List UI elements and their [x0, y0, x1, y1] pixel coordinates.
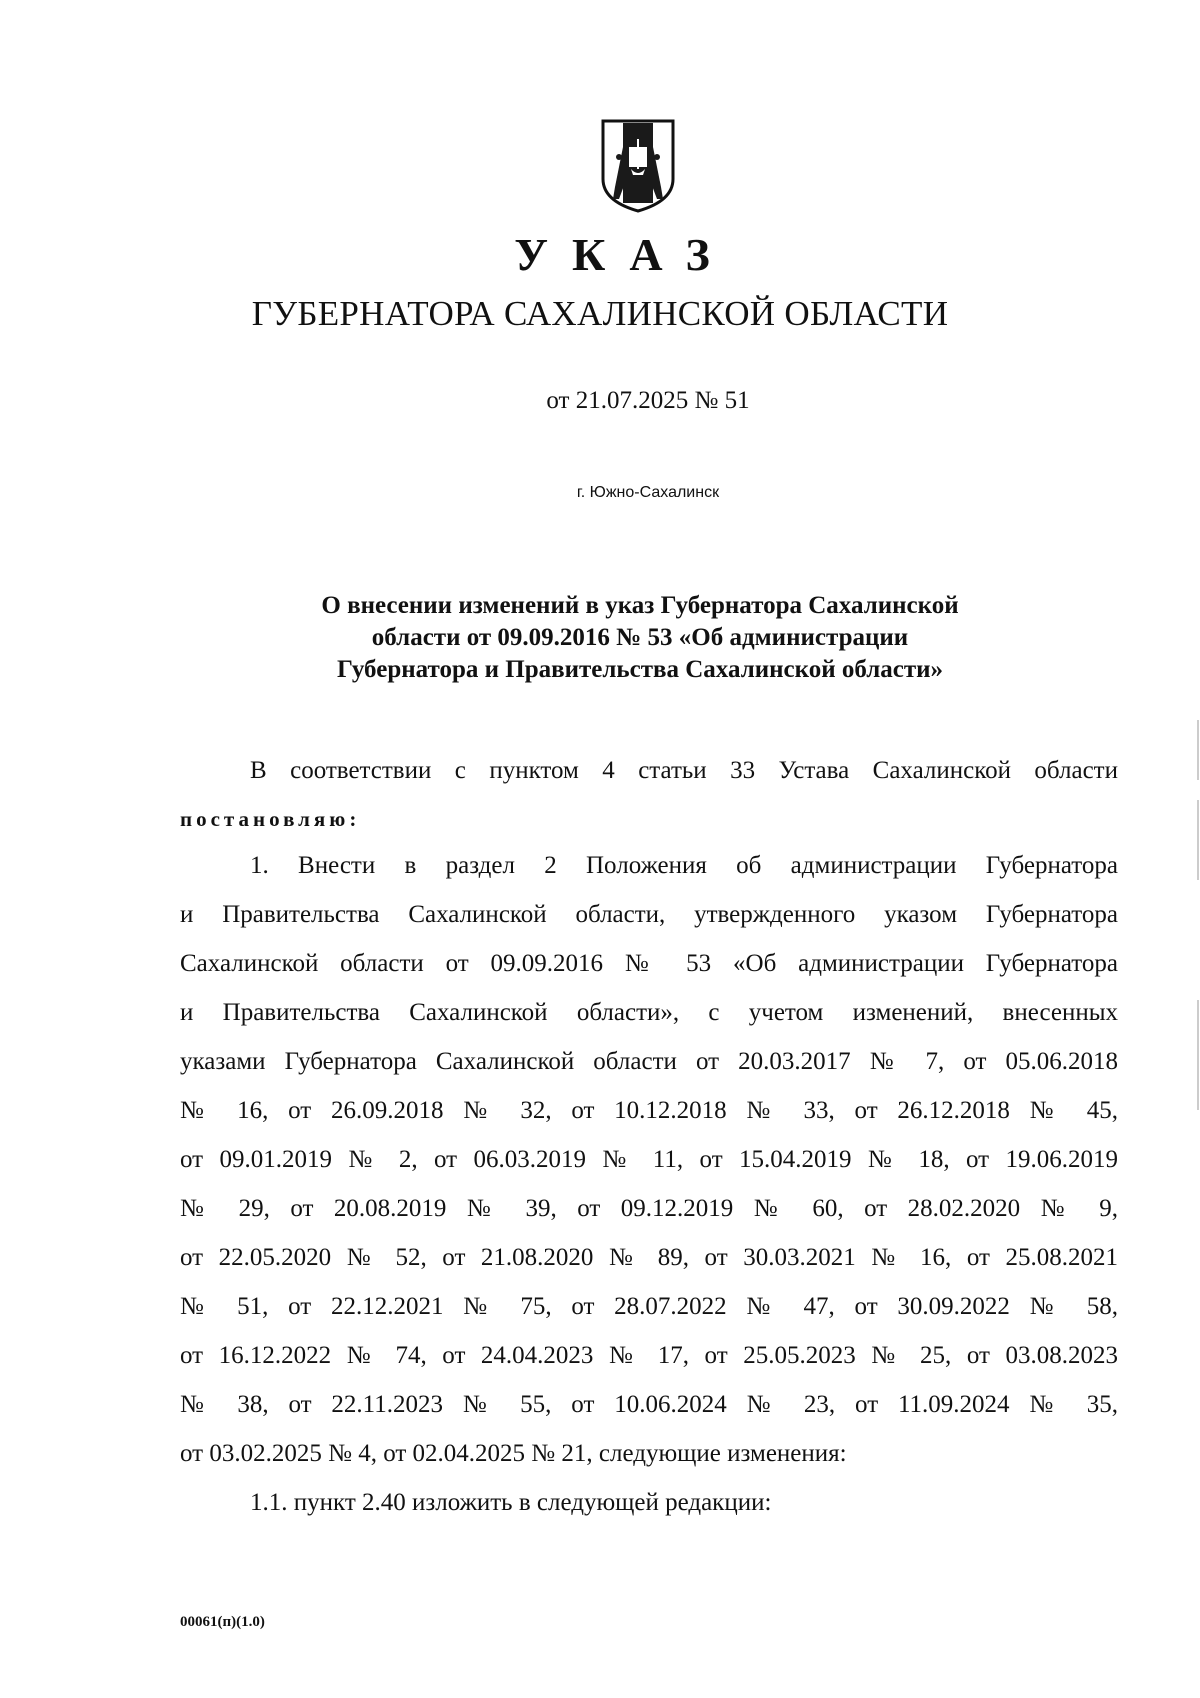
item1-line: 1. Внести в раздел 2 Положения об администрации Губернатора	[250, 852, 1118, 879]
item1-line: Сахалинской области от 09.09.2016 № 53 «Об администрации Губернатора	[180, 950, 1118, 977]
item1-line: № 51, от 22.12.2021 № 75, от 28.07.2022 № 47, от 30.09.2022 № 58,	[180, 1293, 1118, 1320]
item1-line: от 16.12.2022 № 74, от 24.04.2023 № 17, от 25.05.2023 № 25, от 03.08.2023	[180, 1342, 1118, 1369]
item1-line: и Правительства Сахалинской области, утвержденного указом Губернатора	[180, 901, 1118, 928]
document-heading	[240, 590, 1040, 686]
item1-1-paragraph: 1.1. пункт 2.40 изложить в следующей редакции:	[250, 1489, 772, 1516]
item1-line: от 03.02.2025 № 4, от 02.04.2025 № 21, следующие изменения:	[180, 1440, 847, 1467]
item1-line: № 38, от 22.11.2023 № 55, от 10.06.2024 № 23, от 11.09.2024 № 35,	[180, 1391, 1118, 1418]
scan-edge-marks	[1196, 0, 1200, 1698]
item1-line: и Правительства Сахалинской области», с учетом изменений, внесенных	[180, 999, 1118, 1026]
document-city: г. Южно-Сахалинск	[576, 484, 720, 501]
form-code: 00061(п)(1.0)	[180, 1614, 265, 1630]
item1-line: № 29, от 20.08.2019 № 39, от 09.12.2019 № 60, от 28.02.2020 № 9,	[180, 1195, 1118, 1222]
item1-line: № 16, от 26.09.2018 № 32, от 10.12.2018 № 33, от 26.12.2018 № 45,	[180, 1097, 1118, 1124]
coat-of-arms-emblem	[599, 117, 677, 213]
document-subtitle: ГУБЕРНАТОРА САХАЛИНСКОЙ ОБЛАСТИ	[251, 294, 949, 333]
heading-line: О внесении изменений в указ Губернатора Сахалинской	[321, 592, 959, 619]
document-title: УКАЗ	[514, 229, 734, 280]
decree-word: постановляю:	[180, 807, 361, 831]
heading-line: области от 09.09.2016 № 53 «Об администрации	[371, 624, 909, 651]
document-date-number: от 21.07.2025 № 51	[546, 387, 750, 414]
item1-line: указами Губернатора Сахалинской области от 20.03.2017 № 7, от 05.06.2018	[180, 1048, 1118, 1075]
item1-line: от 22.05.2020 № 52, от 21.08.2020 № 89, от 30.03.2021 № 16, от 25.08.2021	[180, 1244, 1118, 1271]
item1-line: от 09.01.2019 № 2, от 06.03.2019 № 11, от 15.04.2019 № 18, от 19.06.2019	[180, 1146, 1118, 1173]
intro-paragraph: В соответствии с пунктом 4 статьи 33 Устава Сахалинской области	[250, 757, 1118, 784]
heading-line: Губернатора и Правительства Сахалинской области»	[336, 656, 944, 683]
